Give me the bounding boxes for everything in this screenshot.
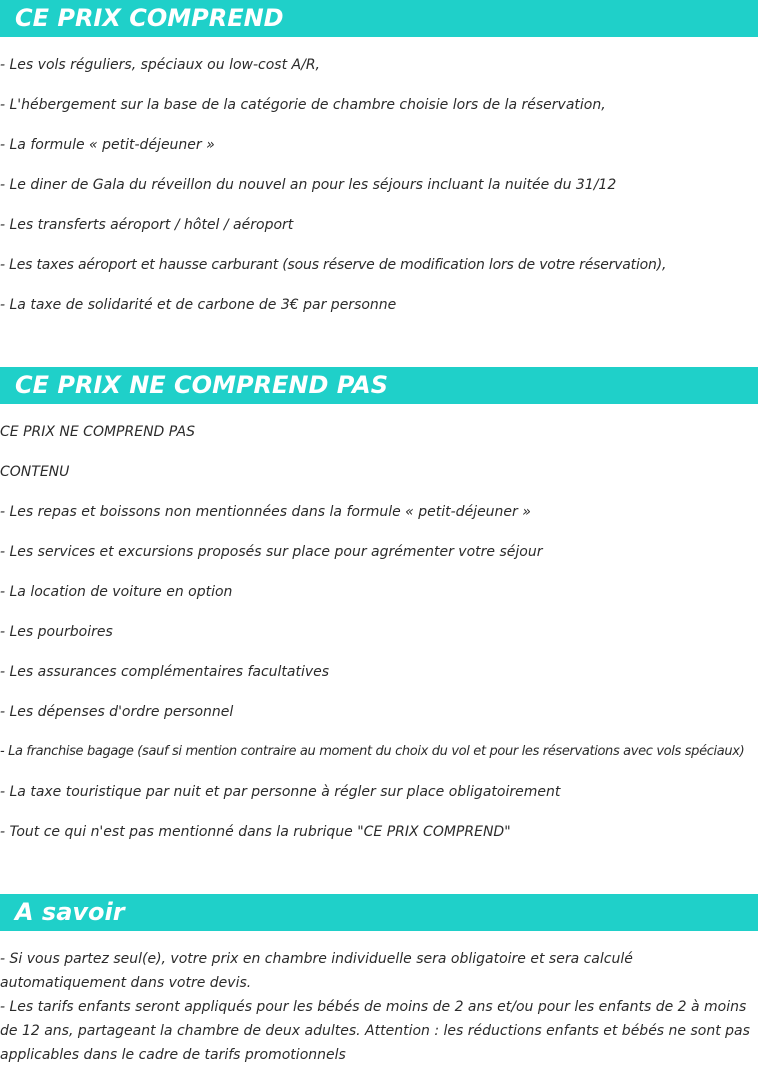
section-header-ne-comprend-pas bbox=[0, 367, 758, 404]
section-title-comprend: CE PRIX COMPREND bbox=[15, 4, 284, 32]
a-savoir-paragraph: - Les tarifs enfants seront appliqués pour les bébés de moins de 2 ans et/ou pour les enfants de 2 à moins de 12 ans, partageant la chambre de deux adultes. Attention : les réductions enfants et bébés ne sont pas applicables dans le cadre de tarifs promotionnels bbox=[0, 999, 750, 1063]
ne-comprend-pas-item: - La taxe touristique par nuit et par personne à régler sur place obligatoirement bbox=[0, 784, 561, 800]
ne-comprend-pas-item: - La location de voiture en option bbox=[0, 584, 233, 600]
section-title-ne-comprend-pas: CE PRIX NE COMPREND PAS bbox=[15, 371, 389, 399]
ne-comprend-pas-subintro: CONTENU bbox=[0, 464, 70, 480]
ne-comprend-pas-intro: CE PRIX NE COMPREND PAS bbox=[0, 424, 195, 440]
ne-comprend-pas-item: - Les assurances complémentaires facultatives bbox=[0, 664, 330, 680]
comprend-item: - Les vols réguliers, spéciaux ou low-cost A/R, bbox=[0, 57, 320, 73]
comprend-item: - Les taxes aéroport et hausse carburant (sous réserve de modification lors de votre réservation), bbox=[0, 257, 667, 273]
ne-comprend-pas-item: - Tout ce qui n'est pas mentionné dans la rubrique "CE PRIX COMPREND" bbox=[0, 824, 511, 840]
section-title-a-savoir: A savoir bbox=[15, 898, 125, 926]
ne-comprend-pas-item: - Les pourboires bbox=[0, 624, 113, 640]
comprend-item: - Les transferts aéroport / hôtel / aéroport bbox=[0, 217, 294, 233]
ne-comprend-pas-item: - Les services et excursions proposés sur place pour agrémenter votre séjour bbox=[0, 544, 543, 560]
ne-comprend-pas-item: - La franchise bagage (sauf si mention contraire au moment du choix du vol et pour les réservations avec vols spéciaux) bbox=[0, 744, 745, 759]
comprend-item: - L'hébergement sur la base de la catégorie de chambre choisie lors de la réservation, bbox=[0, 97, 606, 113]
ne-comprend-pas-item: - Les repas et boissons non mentionnées dans la formule « petit-déjeuner » bbox=[0, 504, 531, 520]
section-header-comprend bbox=[0, 0, 758, 37]
section-header-a-savoir bbox=[0, 894, 758, 931]
comprend-item: - La taxe de solidarité et de carbone de 3€ par personne bbox=[0, 297, 397, 313]
comprend-item: - La formule « petit-déjeuner » bbox=[0, 137, 215, 153]
a-savoir-paragraph: - Si vous partez seul(e), votre prix en chambre individuelle sera obligatoire et sera calculé automatiquement dans votre devis. bbox=[0, 951, 633, 991]
comprend-item: - Le diner de Gala du réveillon du nouvel an pour les séjours incluant la nuitée du 31/12 bbox=[0, 177, 617, 193]
ne-comprend-pas-item: - Les dépenses d'ordre personnel bbox=[0, 704, 234, 720]
